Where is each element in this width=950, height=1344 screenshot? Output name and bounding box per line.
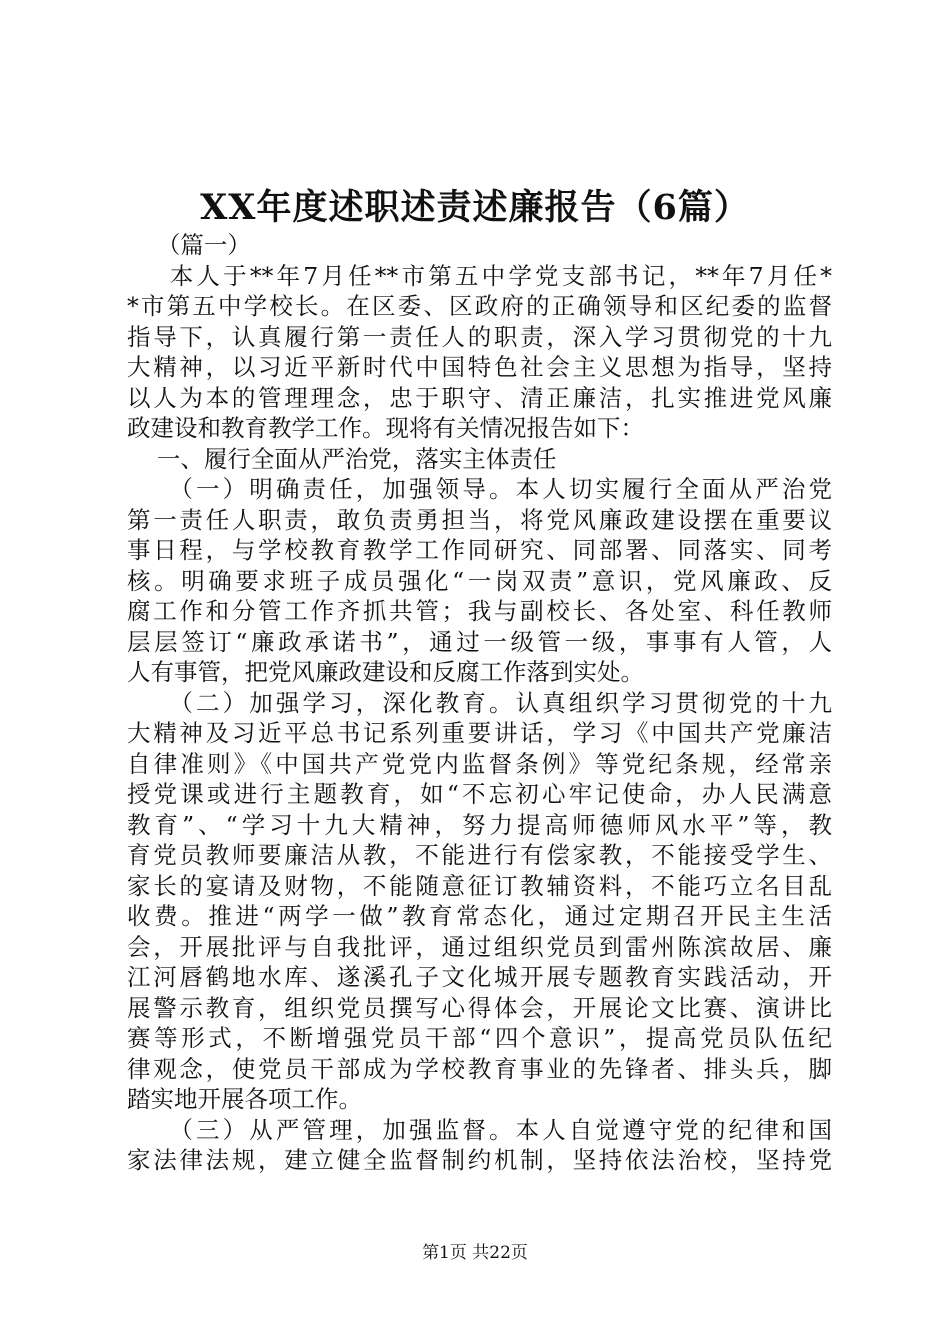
text-line: （三）从严管理，加强监督。本人自觉遵守党的纪律和国 [127,1115,832,1144]
text-line: 一、履行全面从严治党，落实主体责任 [127,444,557,473]
text-line: 收费。推进“两学一做”教育常态化，通过定期召开民主生活 [127,902,832,930]
text-line: 会，开展批评与自我批评，通过组织党员到雷州陈滨故居、廉 [127,932,832,961]
text-line: 本人于**年7月任**市第五中学党支部书记，**年7月任* [127,261,832,290]
text-line: 展警示教育，组织党员撰写心得体会，开展论文比赛、演讲比 [127,993,832,1022]
page-footer: 第1页 共22页 [422,1243,528,1263]
text-line: 大精神，以习近平新时代中国特色社会主义思想为指导，坚持 [127,353,832,381]
text-line: 赛等形式，不断增强党员干部“四个意识”，提高党员队伍纪 [127,1024,832,1052]
text-line: （二）加强学习，深化教育。认真组织学习贯彻党的十九 [127,688,832,717]
text-line: 律观念，使党员干部成为学校教育事业的先锋者、排头兵，脚 [127,1054,832,1083]
text-line: 江河唇鹤地水库、遂溪孔子文化城开展专题教育实践活动，开 [127,963,832,991]
text-line: 政建设和教育教学工作。现将有关情况报告如下： [127,414,644,442]
text-line: 第一责任人职责，敢负责勇担当，将党风廉政建设摆在重要议 [127,505,832,534]
text-line: （一）明确责任，加强领导。本人切实履行全面从严治党 [127,475,832,503]
text-line: 大精神及习近平总书记系列重要讲话，学习《中国共产党廉洁 [127,719,832,747]
text-line: 自律准则》《中国共产党党内监督条例》等党纪条规，经常亲 [127,749,832,778]
text-line: 事日程，与学校教育教学工作同研究、同部署、同落实、同考 [127,536,832,564]
text-line: 家长的宴请及财物，不能随意征订教辅资料，不能巧立名目乱 [127,871,832,900]
text-line: 腐工作和分管工作齐抓共管；我与副校长、各处室、科任教师 [127,597,832,625]
text-line: 授党课或进行主题教育，如“不忘初心牢记使命，办人民满意 [127,780,832,808]
text-line: 踏实地开展各项工作。 [127,1085,362,1113]
text-line: 家法律法规，建立健全监督制约机制，坚持依法治校，坚持党 [127,1146,832,1174]
text-line: 层层签订“廉政承诺书”，通过一级管一级，事事有人管，人 [127,627,832,656]
text-line: 人有事管，把党风廉政建设和反腐工作落到实处。 [127,658,644,686]
text-line: *市第五中学校长。在区委、区政府的正确领导和区纪委的监督 [127,292,832,320]
text-line: 指导下，认真履行第一责任人的职责，深入学习贯彻党的十九 [127,322,832,351]
text-line: 育党员教师要廉洁从教，不能进行有偿家教，不能接受学生、 [127,841,832,869]
text-line: （篇一） [127,231,251,259]
text-line: 教育”、“学习十九大精神，努力提高师德师风水平”等，教 [127,810,832,839]
document-title: XX年度述职述责述廉报告（6篇） [200,187,750,228]
text-line: 核。明确要求班子成员强化“一岗双责”意识，党风廉政、反 [127,566,832,595]
document-body [127,230,832,1176]
text-line: 以人为本的管理理念，忠于职守、清正廉洁，扎实推进党风廉 [127,383,832,412]
